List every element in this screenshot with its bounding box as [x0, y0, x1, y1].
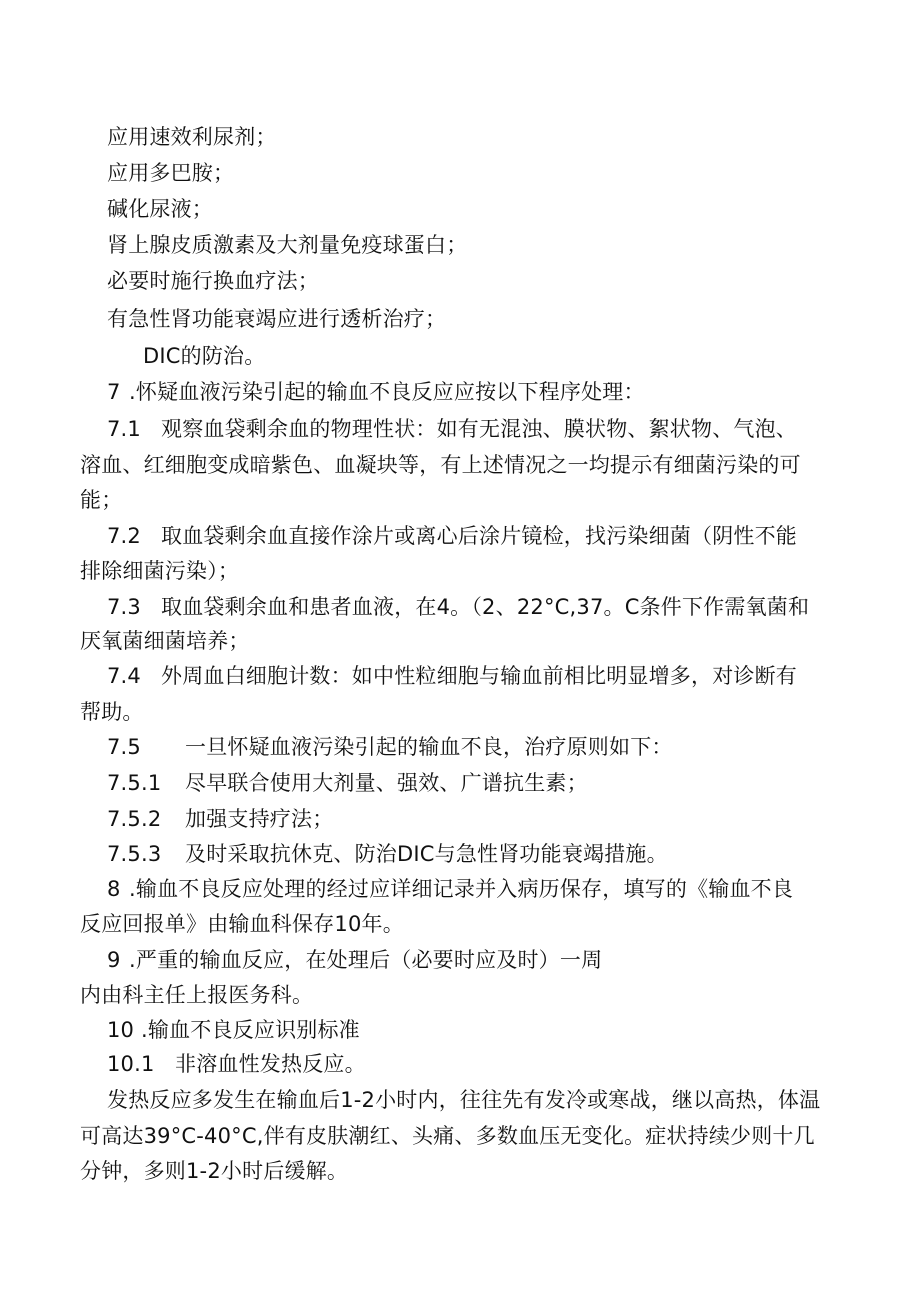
section-10-1-heading: [107, 1050, 366, 1078]
section-number: 7.5: [107, 735, 141, 759]
section-text: 取血袋剩余血和患者血液，在4。（2、22°C,37。C条件下作需氧菌和: [161, 595, 810, 619]
paragraph-line1: 发热反应多发生在输血后1-2小时内，往往先有发冷或寒战，继以高热，体温: [107, 1088, 821, 1112]
section-text: 加强支持疗法；: [185, 807, 334, 831]
section-text: .输血不良反应处理的经过应详细记录并入病历保存，填写的《输血不良: [129, 877, 794, 901]
section-7-3-line1: [107, 593, 809, 621]
section-number: 7.1: [107, 417, 141, 441]
section-text: 取血袋剩余血直接作涂片或离心后涂片镜检，找污染细菌（阴性不能: [161, 524, 797, 548]
list-item: 肾上腺皮质激素及大剂量免疫球蛋白；: [107, 233, 468, 257]
section-number: 7.3: [107, 595, 141, 619]
section-text: .严重的输血反应，在处理后（必要时应及时）一周: [129, 948, 603, 972]
section-number: 7.4: [107, 664, 141, 688]
section-7-4-line2: 帮助。: [80, 700, 144, 724]
section-10-heading: [107, 1016, 360, 1044]
section-text: 观察血袋剩余血的物理性状：如有无混浊、膜状物、絮状物、气泡、: [161, 417, 797, 441]
list-item: 应用多巴胺；: [107, 161, 235, 185]
section-number: 9: [107, 948, 121, 972]
section-text: 及时采取抗休克、防治DIC与急性肾功能衰竭措施。: [185, 842, 668, 866]
section-7-heading: [107, 378, 645, 406]
section-9-line1: [107, 946, 602, 974]
paragraph-line3: 分钟，多则1-2小时后缓解。: [80, 1159, 349, 1183]
section-text: 一旦怀疑血液污染引起的输血不良，治疗原则如下：: [185, 735, 673, 759]
section-number: 10: [107, 1018, 135, 1042]
section-7-2-line2: 排除细菌污染）；: [80, 559, 240, 583]
list-item: 碱化尿液；: [107, 197, 213, 221]
section-7-5: [107, 733, 673, 761]
paragraph-line2: 可高达39°C-40°C,伴有皮肤潮红、头痛、多数血压无变化。症状持续少则十几: [80, 1124, 815, 1148]
section-8-line1: [107, 875, 793, 903]
list-item: 有急性肾功能衰竭应进行透析治疗；: [107, 307, 447, 331]
section-text: 尽早联合使用大剂量、强效、广谱抗生素；: [185, 771, 588, 795]
section-7-4-line1: [107, 662, 797, 690]
section-7-1-line1: [107, 415, 797, 443]
section-7-5-3: [107, 840, 668, 868]
section-number: 7: [107, 380, 121, 404]
section-8-line2: 反应回报单》由输血科保存10年。: [80, 912, 404, 936]
section-number: 8: [107, 877, 121, 901]
section-title: 非溶血性发热反应。: [175, 1052, 366, 1076]
list-item: 必要时施行换血疗法；: [107, 269, 319, 293]
section-text: 外周血白细胞计数：如中性粒细胞与输血前相比明显增多，对诊断有: [161, 664, 797, 688]
list-item-dic: DIC的防治。: [143, 344, 266, 368]
section-title: .怀疑血液污染引起的输血不良反应应按以下程序处理：: [129, 380, 645, 404]
list-item: 应用速效利尿剂；: [107, 125, 277, 149]
section-title: .输血不良反应识别标准: [141, 1018, 360, 1042]
section-number: 7.5.2: [107, 807, 162, 831]
section-7-5-2: [107, 805, 333, 833]
section-7-1-line3: 能；: [80, 488, 123, 512]
section-7-2-line1: [107, 522, 797, 550]
section-9-line2: 内由科主任上报医务科。: [80, 983, 314, 1007]
section-number: 10.1: [107, 1052, 155, 1076]
section-number: 7.5.3: [107, 842, 162, 866]
section-number: 7.5.1: [107, 771, 162, 795]
section-7-3-line2: 厌氧菌细菌培养；: [80, 629, 250, 653]
section-7-1-line2: 溶血、红细胞变成暗紫色、血凝块等，有上述情况之一均提示有细菌污染的可: [80, 453, 801, 477]
section-7-5-1: [107, 769, 588, 797]
section-number: 7.2: [107, 524, 141, 548]
